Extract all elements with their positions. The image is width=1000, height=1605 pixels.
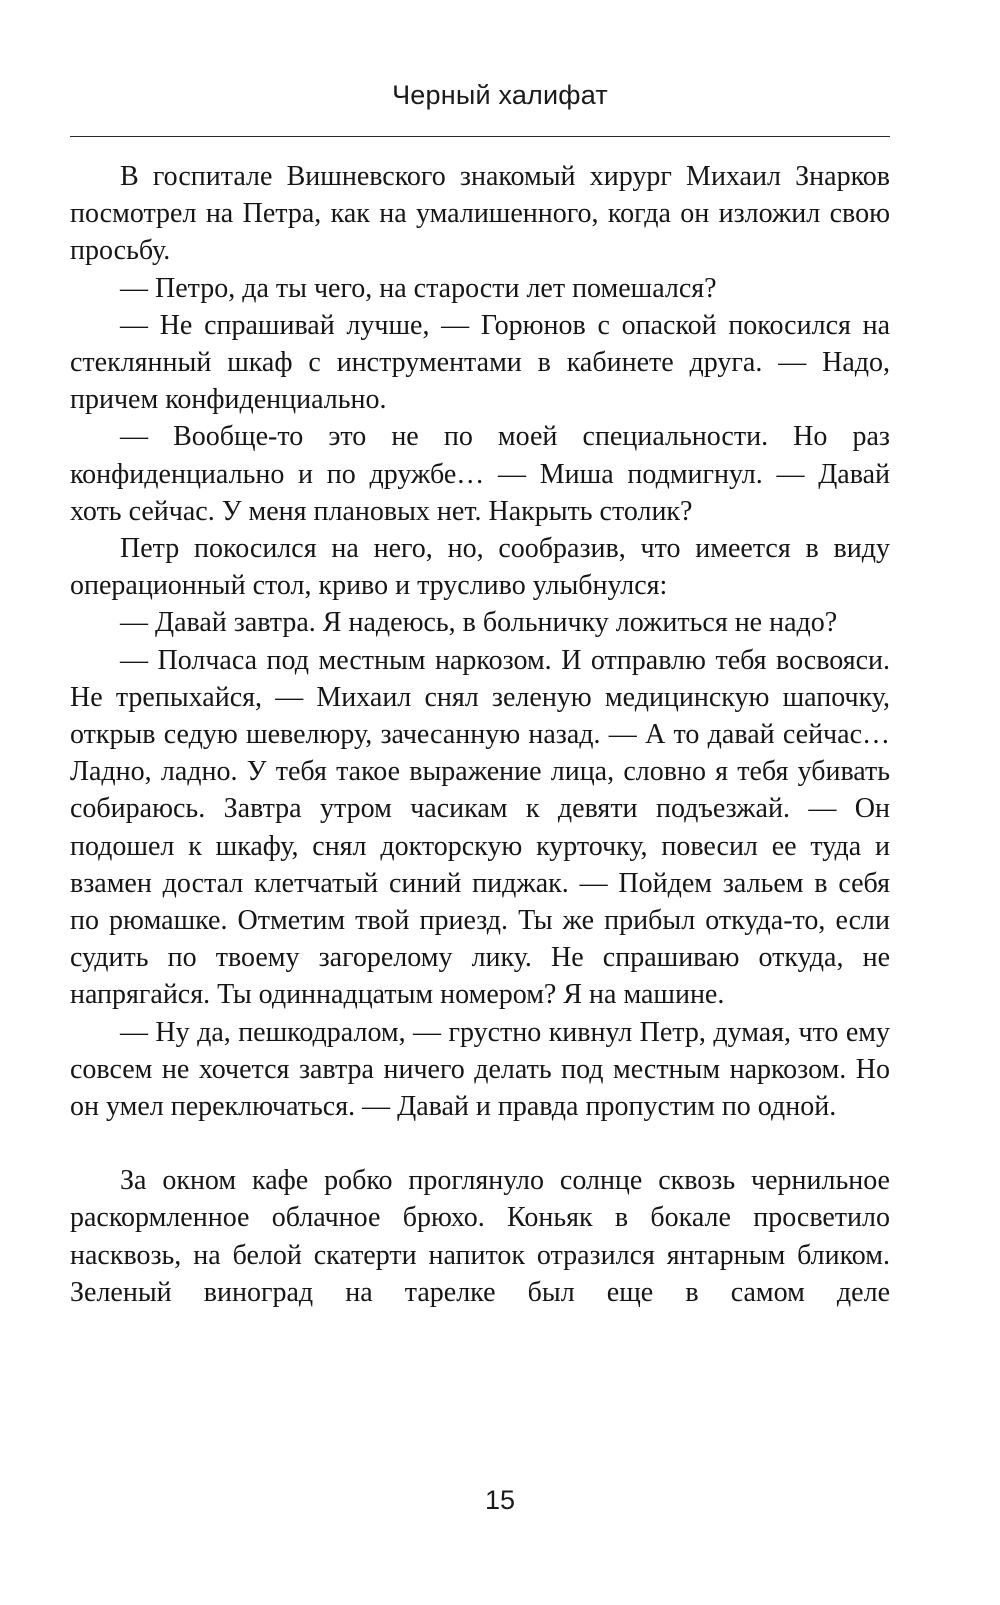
header-rule: [70, 136, 890, 137]
section-break: [70, 1125, 890, 1162]
paragraph: — Ну да, пешкодралом, — грустно кивнул Петр, думая, что ему совсем не хочется завтра ничего делать под местным наркозом. Но он умел переключаться. — Давай и правда пропустим по одной.: [70, 1016, 890, 1123]
paragraph: Петр покосился на него, но, сообразив, что имеется в виду операционный стол, криво и трусливо улыбнулся:: [70, 533, 890, 602]
paragraph: — Давай завтра. Я надеюсь, в больничку ложиться не надо?: [120, 607, 838, 639]
paragraph: — Вообще-то это не по моей специальности. Но раз конфиденциально и по дружбе… — Миша подмигнул. — Давай хоть сейчас. У меня плановых нет. Накрыть столик?: [70, 421, 890, 527]
paragraph: В госпитале Вишневского знакомый хирург Михаил Знарков посмотрел на Петра, как на умалишенного, когда он изложил свою просьбу.: [70, 161, 890, 267]
paragraph: — Петро, да ты чего, на старости лет помешался?: [120, 272, 717, 304]
page-number: 15: [484, 1485, 516, 1515]
paragraph: — Не спрашивай лучше, — Горюнов с опаской покосился на стеклянный шкаф с инструментами в кабинете друга. — Надо, причем конфиденциально.: [70, 309, 890, 416]
paragraph: За окном кафе робко проглянуло солнце сквозь чернильное раскормленное облачное брюхо. Коньяк в бокале просветило насквозь, на белой скатерти напиток отразился янтарным бликом. Зеленый виноград на тарелке был еще в самом деле: [70, 1165, 890, 1308]
body-text: [70, 158, 890, 1311]
paragraph: — Полчаса под местным наркозом. И отправлю тебя восвояси. Не трепыхайся, — Михаил снял зеленую медицинскую шапочку, открыв седую шевелюру, зачесанную назад. — А то давай сейчас… Ладно, ладно. У тебя такое выражение лица, словно я тебя убивать собираюсь. Завтра утром часикам к девяти подъезжай. — Он подошел к шкафу, снял докторскую курточку, повесил ее туда и взамен достал клетчатый синий пиджак. — Пойдем зальем в себя по рюмашке. Отметим твой приезд. Ты же прибыл откуда-то, если судить по твоему загорелому лику. Не спрашиваю откуда, не напрягайся. Ты одиннадцатым номером? Я на машине.: [70, 644, 890, 1011]
running-title: Черный халифат: [392, 80, 608, 110]
